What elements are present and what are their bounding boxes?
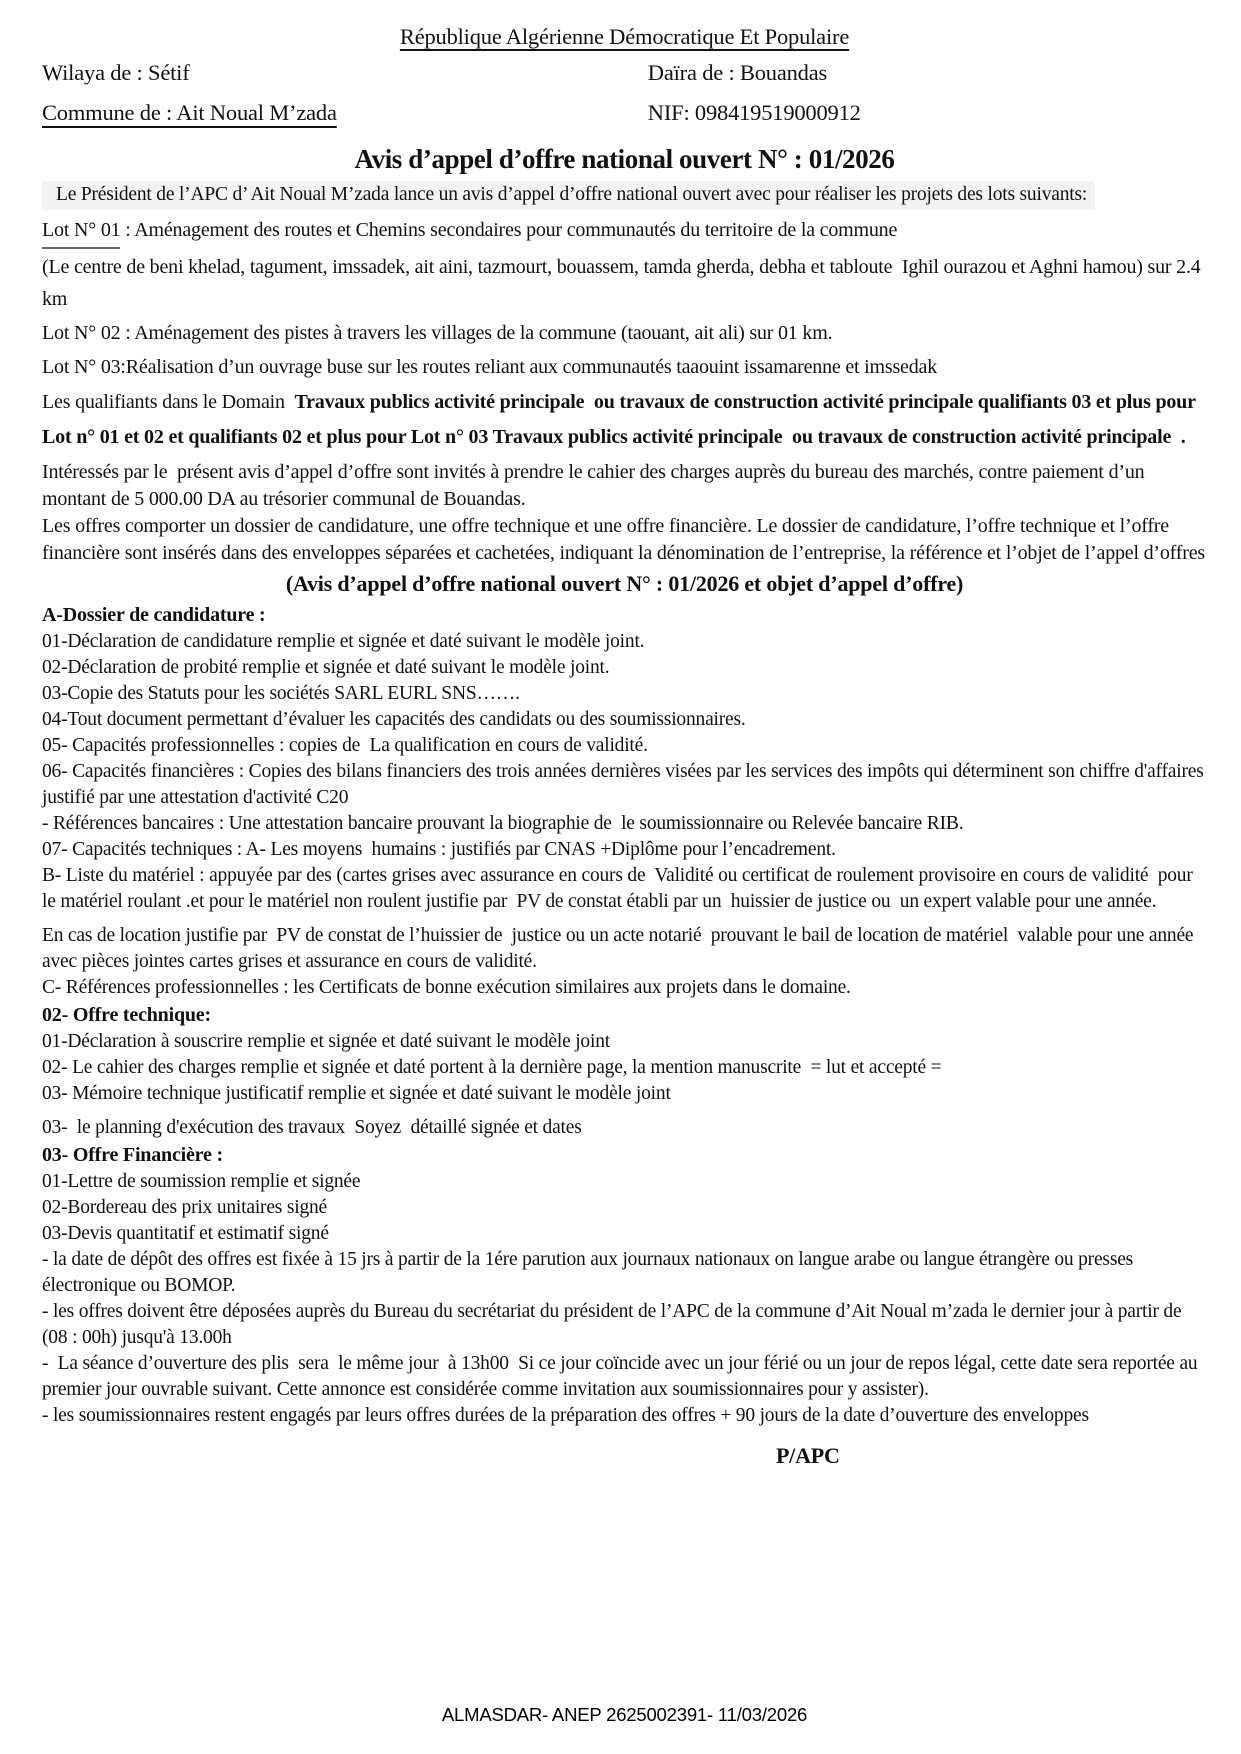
qualification-prefix: Les qualifiants dans le Domain <box>42 391 295 413</box>
condition-item: - les offres doivent être déposées auprès du Bureau du secrétariat du président de l’APC de la commune d’Ait Noual m’zada le dernier jour à partir de (08 : 00h) jusqu'à 13.00h <box>42 1301 1187 1348</box>
financiere-item: 01-Lettre de soumission remplie et signée <box>42 1171 361 1192</box>
financiere-item: 03-Devis quantitatif et estimatif signé <box>42 1223 329 1244</box>
commune-label: Commune de : Ait Noual M’zada <box>42 100 337 125</box>
wilaya-label: Wilaya de : Sétif <box>42 60 190 85</box>
envelope-mention-line: (Avis d’appel d’offre national ouvert N° : 01/2026 et objet d’appel d’offre) <box>285 571 964 596</box>
notice-title: Avis d’appel d’offre national ouvert N° : 01/2026 <box>354 144 895 174</box>
offres-composition-paragraph: Les offres comporter un dossier de candidature, une offre technique et une offre financière. Le dossier de candidature, l’offre technique et l’offre financière sont insérés dans des enveloppes séparées et cachetées, indiquant la dénomination de l’entreprise, la référence et l’objet de l’appel d’offres <box>42 515 1205 564</box>
cahier-des-charges-paragraph: Intéressés par le présent avis d’appel d’offre sont invités à prendre le cahier des charges auprès du bureau des marchés, contre paiement d’un montant de 5 000.00 DA au trésorier communal de Bouandas. <box>42 461 1150 510</box>
condition-item: - la date de dépôt des offres est fixée à 15 jrs à partir de la 1ére parution aux journaux nationaux on langue arabe ou langue étrangère ou presses électronique ou BOMOP. <box>42 1249 1138 1296</box>
candidature-item: 05- Capacités professionnelles : copies de La qualification en cours de validité. <box>42 735 648 756</box>
section-candidature-heading: A-Dossier de candidature : <box>42 604 266 626</box>
financiere-item: 02-Bordereau des prix unitaires signé <box>42 1197 328 1218</box>
candidature-item: 04-Tout document permettant d’évaluer les capacités des candidats ou des soumissionnaires. <box>42 709 746 730</box>
technique-item: 03- le planning d'exécution des travaux Soyez détaillé signée et dates <box>42 1117 582 1138</box>
nif-value: NIF: 098419519000912 <box>647 100 861 125</box>
intro-line: Le Président de l’APC d’ Ait Noual M’zada lance un avis d’appel d’offre national ouvert avec pour réaliser les projets des lots suivants: <box>42 181 1095 210</box>
candidature-item: 01-Déclaration de candidature remplie et signée et daté suivant le modèle joint. <box>42 631 645 652</box>
candidature-item: C- Références professionnelles : les Certificats de bonne exécution similaires aux projets dans le domaine. <box>42 977 851 998</box>
publication-footer: ALMASDAR- ANEP 2625002391- 11/03/2026 <box>441 1704 808 1725</box>
candidature-item: 07- Capacités techniques : A- Les moyens humains : justifiés par CNAS +Diplôme pour l’encadrement. <box>42 839 836 860</box>
section-technique-heading: 02- Offre technique: <box>42 1004 211 1026</box>
lot-1-label: Lot N° 01 <box>42 214 120 249</box>
condition-item: - La séance d’ouverture des plis sera le même jour à 13h00 Si ce jour coïncide avec un jour férié ou un jour de repos légal, cette date sera reportée au premier jour ouvrable suivant. Cette annonce est considérée comme invitation aux soumissionnaires pour y assister). <box>42 1353 1203 1400</box>
lot-1-detail: (Le centre de beni khelad, tagument, imssadek, ait aini, tazmourt, bouassem, tamda gherda, debha et tabloute Ighil ourazou et Aghni hamou) sur 2.4 km <box>42 256 1206 310</box>
qualification-paragraph <box>42 385 1207 455</box>
candidature-item: - Références bancaires : Une attestation bancaire prouvant la biographie de le soumissionnaire ou Relevée bancaire RIB. <box>42 813 964 834</box>
lot-1-text: : Aménagement des routes et Chemins secondaires pour communautés du territoire de la commune <box>120 219 898 241</box>
technique-item: 03- Mémoire technique justificatif remplie et signée et daté suivant le modèle joint <box>42 1083 671 1104</box>
candidature-item: 03-Copie des Statuts pour les sociétés SARL EURL SNS……. <box>42 683 520 704</box>
lot-3-line: Lot N° 03:Réalisation d’un ouvrage buse sur les routes reliant aux communautés taaouint issamarenne et imssedak <box>42 356 938 378</box>
section-financiere-heading: 03- Offre Financière : <box>42 1144 223 1166</box>
candidature-item: En cas de location justifie par PV de constat de l’huissier de justice ou un acte notarié prouvant le bail de location de matériel valable pour une année avec pièces jointes cartes grises et assurance en cours de validité. <box>42 925 1199 972</box>
qualification-domains: Travaux publics activité principale ou travaux de construction activité principale qualifiants 03 et plus pour Lot n° 01 et 02 et qualifiants 02 et plus pour Lot n° 03 Travaux publics activité principale ou travaux de construction activité principale . <box>42 391 1201 448</box>
technique-item: 02- Le cahier des charges remplie et signée et daté portent à la dernière page, la mention manuscrite = lut et accepté = <box>42 1057 942 1078</box>
technique-item: 01-Déclaration à souscrire remplie et signée et daté suivant le modèle joint <box>42 1031 610 1052</box>
republic-title: République Algérienne Démocratique Et Populaire <box>399 24 850 49</box>
candidature-item: B- Liste du matériel : appuyée par des (cartes grises avec assurance en cours de Validité ou certificat de roulement provisoire en cours de validité pour le matériel roulant .et pour le matériel non roulent justifie par PV de constat établi par un huissier de justice ou un expert valable pour une année. <box>42 865 1198 912</box>
lot-1-line <box>42 214 1207 249</box>
document-header <box>42 60 1207 126</box>
signature-papc: P/APC <box>775 1443 840 1468</box>
daira-label: Daïra de : Bouandas <box>647 60 828 85</box>
candidature-item: 02-Déclaration de probité remplie et signée et daté suivant le modèle joint. <box>42 657 610 678</box>
lot-2-line: Lot N° 02 : Aménagement des pistes à travers les villages de la commune (taouant, ait ali) sur 01 km. <box>42 322 833 344</box>
candidature-item: 06- Capacités financières : Copies des bilans financiers des trois années dernières visées par les services des impôts qui déterminent son chiffre d'affaires justifié par une attestation d'activité C20 <box>42 761 1209 808</box>
condition-item: - les soumissionnaires restent engagés par leurs offres durées de la préparation des offres + 90 jours de la date d’ouverture des enveloppes <box>42 1405 1089 1426</box>
